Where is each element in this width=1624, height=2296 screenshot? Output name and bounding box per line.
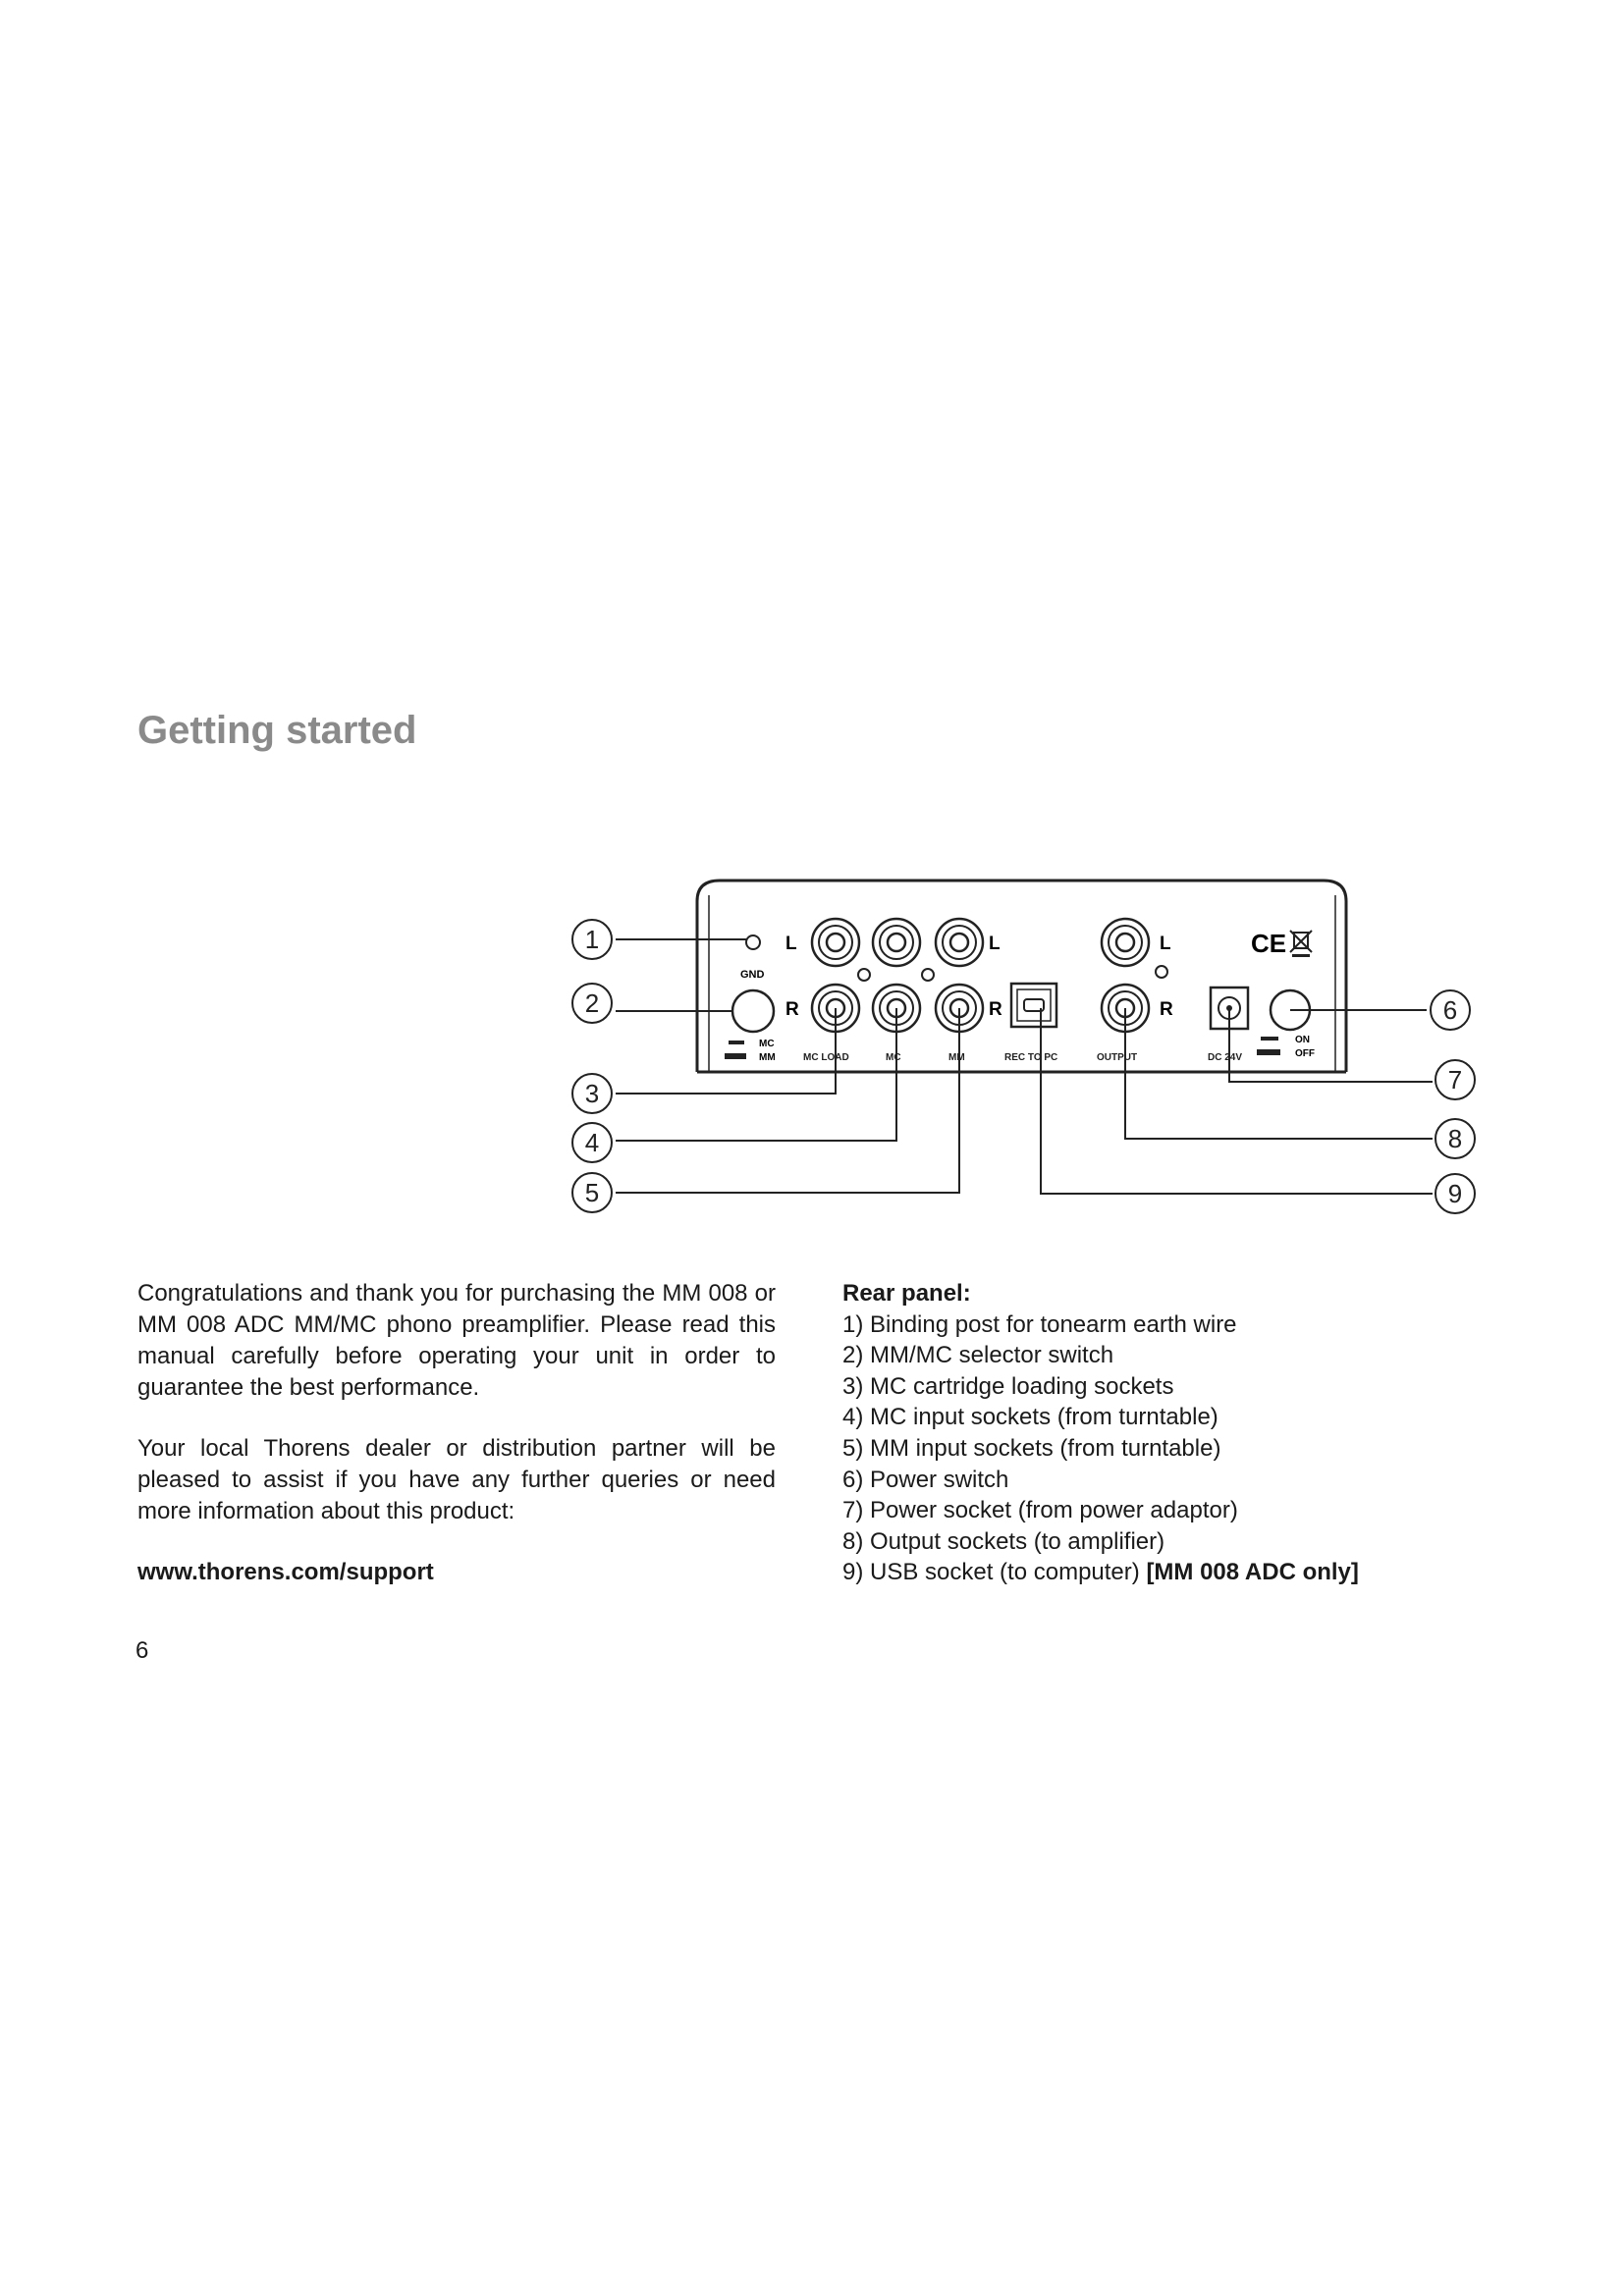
mm-switch-symbol xyxy=(725,1053,746,1059)
callout-8-label: 8 xyxy=(1447,1124,1463,1153)
panel-housing xyxy=(697,881,1346,1072)
on-switch-symbol xyxy=(1261,1037,1278,1041)
label-mm-sockets: MM xyxy=(948,1052,965,1063)
leader-3 xyxy=(616,1008,836,1094)
page-heading: Getting started xyxy=(137,709,417,752)
rca-socket-mm-left xyxy=(936,919,983,966)
callout-4-label: 4 xyxy=(584,1128,600,1157)
left-label-mm: L xyxy=(989,934,1001,954)
rca-socket-mc-load-left xyxy=(812,919,859,966)
label-rec-to-pc: REC TO PC xyxy=(1004,1052,1058,1063)
gnd-binding-post xyxy=(746,935,760,949)
screw-3 xyxy=(1156,966,1167,978)
leader-5 xyxy=(616,1008,959,1193)
callout-7-label: 7 xyxy=(1447,1065,1463,1095)
callout-2-label: 2 xyxy=(584,988,600,1018)
leader-9 xyxy=(1041,1008,1433,1194)
mc-switch-symbol xyxy=(729,1041,744,1044)
left-label-inputs: L xyxy=(785,934,797,954)
intro-paragraph-1: Congratulations and thank you for purchasing the MM 008 or MM 008 ADC MM/MC phono preamplifier. Please read this manual carefully before operating your unit in order to guarantee the best performance. xyxy=(137,1280,776,1401)
off-label: OFF xyxy=(1295,1048,1315,1059)
callout-6-label: 6 xyxy=(1442,995,1458,1025)
intro-column xyxy=(137,1278,776,1588)
right-label-mm: R xyxy=(989,999,1002,1020)
screw-1 xyxy=(858,969,870,981)
callout-1-label: 1 xyxy=(584,925,600,954)
callout-3-label: 3 xyxy=(584,1079,600,1108)
weee-bin-icon xyxy=(1290,931,1312,957)
screw-2 xyxy=(922,969,934,981)
list-item: 7) Power socket (from power adaptor) xyxy=(842,1497,1238,1524)
left-label-output: L xyxy=(1160,934,1171,954)
rca-socket-mc-left xyxy=(873,919,920,966)
mm-mc-selector-switch xyxy=(732,990,774,1032)
list-item: 2) MM/MC selector switch xyxy=(842,1342,1114,1369)
rear-panel-title: Rear panel: xyxy=(842,1280,971,1307)
label-mc-load: MC LOAD xyxy=(803,1052,849,1063)
right-label-output: R xyxy=(1160,999,1173,1020)
list-item-text: 9) USB socket (to computer) xyxy=(842,1559,1140,1586)
adc-only-note: [MM 008 ADC only] xyxy=(1146,1559,1359,1586)
label-mc-sockets: MC xyxy=(886,1052,901,1063)
list-item: 8) Output sockets (to amplifier) xyxy=(842,1527,1165,1555)
mc-switch-label: MC xyxy=(759,1039,775,1049)
list-item: 5) MM input sockets (from turntable) xyxy=(842,1434,1221,1462)
page-number: 6 xyxy=(135,1637,149,1664)
rca-socket-output-left xyxy=(1102,919,1149,966)
ce-mark: CE xyxy=(1251,929,1287,958)
callout-5-label: 5 xyxy=(584,1178,600,1207)
gnd-label: GND xyxy=(740,969,765,981)
leader-4 xyxy=(616,1008,896,1141)
list-item: 6) Power switch xyxy=(842,1466,1009,1493)
list-item: 3) MC cartridge loading sockets xyxy=(842,1372,1174,1400)
support-url: www.thorens.com/support xyxy=(137,1559,434,1585)
rear-panel-list xyxy=(842,1278,1471,1588)
intro-paragraph-2: Your local Thorens dealer or distribution partner will be pleased to assist if you have any further queries or need more information about this product: xyxy=(137,1435,776,1524)
list-item xyxy=(842,1557,1471,1588)
on-label: ON xyxy=(1295,1035,1310,1045)
off-switch-symbol xyxy=(1257,1049,1280,1055)
usb-socket xyxy=(1011,984,1056,1027)
list-item: 1) Binding post for tonearm earth wire xyxy=(842,1310,1237,1338)
label-dc: DC 24V xyxy=(1208,1052,1243,1063)
label-output: OUTPUT xyxy=(1097,1052,1138,1063)
right-label-inputs: R xyxy=(785,999,799,1020)
callout-9-label: 9 xyxy=(1447,1179,1463,1208)
mm-switch-label: MM xyxy=(759,1052,776,1063)
list-item: 4) MC input sockets (from turntable) xyxy=(842,1404,1218,1431)
